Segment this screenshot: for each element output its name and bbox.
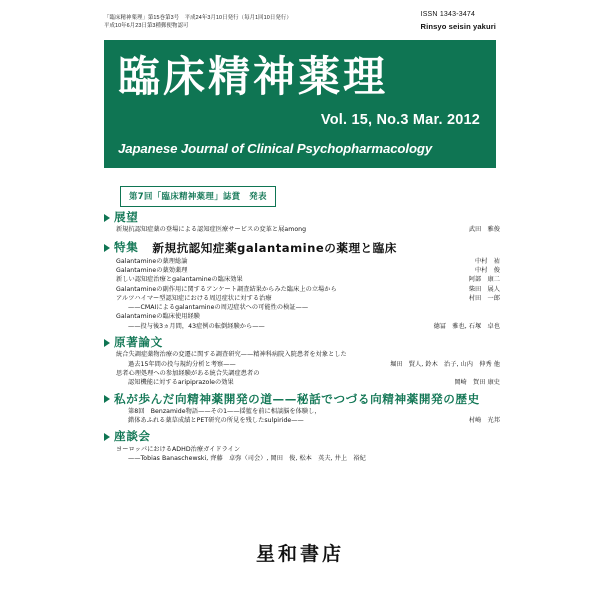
toc-entry [104,369,500,378]
toc-entry-author: 中村 俊 [475,266,500,274]
publisher-name: 星和書店 [255,543,344,565]
romanized-title: Rinsyo seisin yakuri [420,21,496,31]
toc-entry-title: ——投与後3ヵ月間，43症例の転倒経験から—— [128,322,265,330]
issn-number: ISSN 1343-3474 [420,11,476,18]
toc-section [104,430,500,463]
triangle-bullet-icon [104,339,110,347]
toc-entry [104,312,500,321]
award-announcement-box: 第7回「臨床精神薬理」誌賞 発表 [120,186,276,207]
toc-entry-title: Galantamineの薬効薬理 [116,266,188,274]
toc-section-title: 原著論文 [114,335,163,349]
toc-section-head [104,393,500,406]
toc-entry-title: 認知機能に対するaripiprazoleの効果 [128,379,234,387]
toc-entry-author: 村田 一郎 [468,294,500,302]
toc-entry-title: 思者心理処理への参加経験がある統合失調症患者の [116,369,260,377]
journal-title-english: Japanese Journal of Clinical Psychopharmacology [118,141,433,156]
issue-meta-line1: 「臨床精神薬理」第15巻第3号 平成24年3月10日発行（毎月1回10日発行） [104,15,292,21]
triangle-bullet-icon [104,433,110,441]
toc-entry [104,454,500,463]
toc-section-head [104,336,500,349]
toc-entry-title: ——CMAIによるgalantamineの周辺症状への可能性の検証—— [128,304,309,312]
toc-entry-title: 統合失調症薬物治療の変遷に関する調査研究——精神科病院入院患者を対象とした [116,351,347,359]
toc-entry [104,360,500,369]
masthead [104,40,496,168]
toc-entry-author: 岡崎 賀田 康史 [454,379,500,387]
volume-issue-date: Vol. 15, No.3 Mar. 2012 [320,112,480,128]
toc-entry-title: 第8回 Benzamide物語——その1——揺籃を前に相談脳を体験し， [128,407,321,415]
triangle-bullet-icon [104,244,110,252]
toc-entry-author: 堀田 賢人, 鈴木 治子, 山内 伸秀 他 [390,360,500,368]
issn-block [421,10,496,32]
toc-entry-title: 過去15年間の投与規約分析と考察—— [128,360,236,368]
triangle-bullet-icon [104,395,110,403]
toc-entry-title: 新しい認知症治療とgalantamineの臨床効果 [116,276,243,284]
toc-entry [104,225,500,234]
toc-section [104,211,500,235]
toc-section [104,336,500,388]
toc-entry [104,350,500,359]
toc-entry-title: Galantamineの副作用に関するアンケート調査結果からみた臨床上の立場から [116,285,337,293]
toc-entry-author: 村崎 光邦 [468,417,500,425]
toc-entry [104,285,500,294]
toc-entry-author: 阿部 康二 [468,276,500,284]
toc-entry-author: 武田 雅俊 [468,226,500,234]
toc-entry [104,378,500,387]
toc-section-head [104,240,500,256]
toc-entry [104,294,500,303]
toc-entry-title: Galantamineの臨床使用経験 [116,313,200,321]
toc-section-title: 特集 [114,239,139,254]
toc-entry-subnote [104,303,500,312]
toc-section-title: 座談会 [114,429,151,444]
toc-section [104,393,500,426]
toc-entry [104,257,500,266]
issue-meta-line2: 平成10年6月23日第3種郵便物認可 [104,23,189,30]
toc-entry [104,445,500,454]
toc-entry-title: アルツハイマー型認知症における周辺症状に対する治療 [116,294,272,302]
toc-entry-subnote [104,322,500,331]
triangle-bullet-icon [104,214,110,222]
toc-entry-title: 錯体あふれる薬草成績とPET研究の所見を残したsulpiride—— [128,417,304,425]
table-of-contents [104,206,500,463]
toc-section-head [104,430,500,443]
toc-entry-title: 新規抗認知症薬の登場による認知症医療サービスの変革と展among [116,226,307,234]
toc-section [104,240,500,331]
toc-section-title: 展望 [114,210,139,224]
issue-meta [104,14,364,31]
toc-section-title: 私が歩んだ向精神薬開発の道——秘話でつづる向精神薬開発の歴史 [114,391,480,406]
toc-entry-title: ——Tobias Banaschewski, 齊藤 卓弥（司会）, 岡田 俊, 松本 英夫, 井上 裕紀 [128,455,366,463]
toc-entry-author: 柴田 展人 [468,285,500,293]
toc-entry [104,275,500,284]
toc-section-subtitle: 新規抗認知症薬galantamineの薬理と臨床 [152,240,397,255]
toc-entry [104,266,500,275]
toc-entry [104,416,500,425]
toc-entry-author: 中村 祐 [475,257,500,265]
toc-entry [104,407,500,416]
toc-section-head [104,211,500,224]
journal-title-japanese: 臨床精神薬理 [118,52,389,101]
toc-entry-author: 德冨 雅也, 石塚 卓也 [433,322,500,330]
toc-entry-title: Galantamineの薬理総論 [116,257,188,265]
toc-entry-title: ヨーロッパにおけるADHD治療ガイドライン [116,445,241,453]
